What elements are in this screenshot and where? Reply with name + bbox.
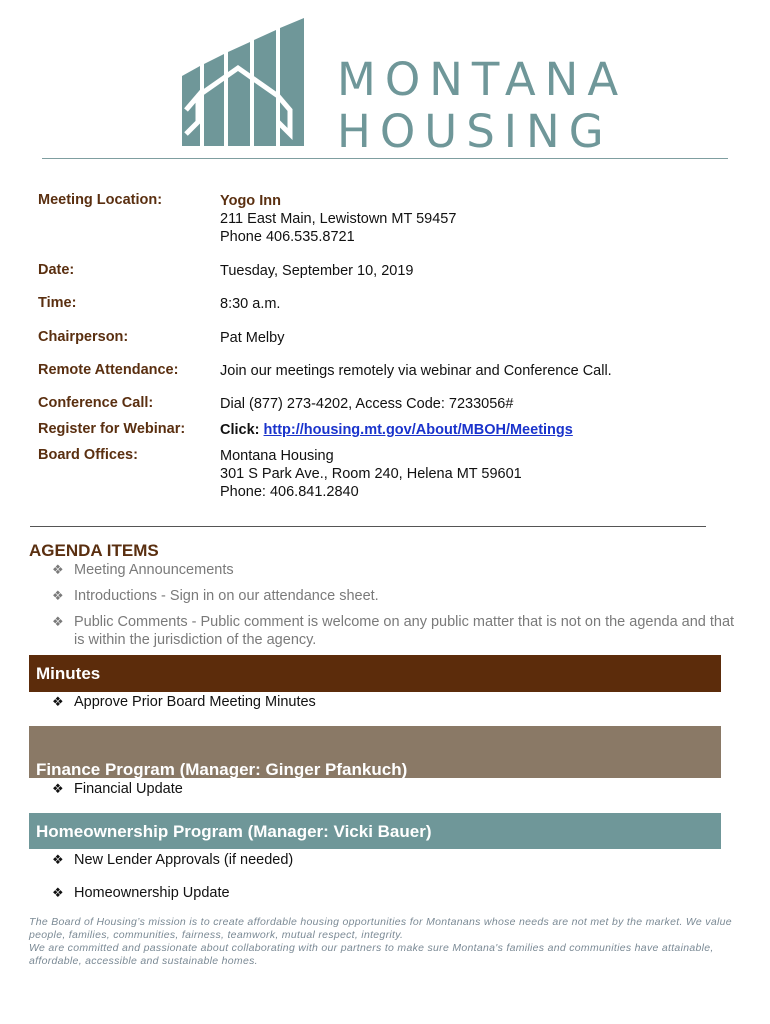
offices-line-1: Montana Housing <box>220 448 334 464</box>
diamond-bullet-icon: ❖ <box>52 588 64 603</box>
section-item-text: Financial Update <box>74 781 183 797</box>
section-title: Homeownership Program (Manager: Vicki Bauer) <box>36 822 432 841</box>
header-divider <box>42 158 728 159</box>
agenda-title: AGENDA ITEMS <box>29 541 159 560</box>
diamond-bullet-icon: ❖ <box>52 562 64 577</box>
date-value: Tuesday, September 10, 2019 <box>220 263 414 279</box>
offices-line-2: 301 S Park Ave., Room 240, Helena MT 59601 <box>220 466 522 482</box>
offices-label: Board Offices: <box>38 447 138 463</box>
agenda-item-text: Public Comments - Public comment is welcome on any public matter that is not on the agenda and that is within the jurisdiction of the agency. <box>74 614 735 648</box>
finance-section-header <box>29 726 721 778</box>
webinar-prefix: Click: <box>220 422 260 438</box>
conference-label: Conference Call: <box>38 395 154 411</box>
minutes-section-header <box>29 655 721 692</box>
agenda-item-text: Meeting Announcements <box>74 562 234 578</box>
location-phone: Phone 406.535.8721 <box>220 229 355 245</box>
time-label: Time: <box>38 295 77 311</box>
diamond-bullet-icon: ❖ <box>52 852 64 867</box>
section-item-text: Homeownership Update <box>74 885 230 901</box>
location-address: 211 East Main, Lewistown MT 59457 <box>220 211 457 227</box>
chair-label: Chairperson: <box>38 329 129 345</box>
diamond-bullet-icon: ❖ <box>52 694 64 709</box>
mission-line-1: The Board of Housing’s mission is to create affordable housing opportunities for Montanans whose needs are not met by the market. We value people, families, communities, fairness, teamwork, mutual respect, integrity. <box>29 916 732 941</box>
brand-wordmark <box>337 54 627 158</box>
section-item-text: Approve Prior Board Meeting Minutes <box>74 694 316 710</box>
location-name: Yogo Inn <box>220 193 281 209</box>
mission-line-2: We are committed and passionate about collaborating with our partners to make sure Montana's families and communities have attainable, affordable, accessible and sustainable homes. <box>29 942 714 967</box>
location-label: Meeting Location: <box>38 192 163 208</box>
mission-statement <box>29 916 749 968</box>
date-label: Date: <box>38 262 75 278</box>
section-title: Minutes <box>36 664 101 683</box>
agenda-item-text: Introductions - Sign in on our attendance sheet. <box>74 588 379 604</box>
diamond-bullet-icon: ❖ <box>52 781 64 796</box>
chair-value: Pat Melby <box>220 330 285 346</box>
time-value: 8:30 a.m. <box>220 296 281 312</box>
webinar-link[interactable]: http://housing.mt.gov/About/MBOH/Meetings <box>263 422 573 438</box>
brand-line-2: HOUSING <box>337 105 613 158</box>
remote-value: Join our meetings remotely via webinar and Conference Call. <box>220 363 612 379</box>
homeownership-section-header <box>29 813 721 849</box>
remote-label: Remote Attendance: <box>38 362 179 378</box>
diamond-bullet-icon: ❖ <box>52 885 64 900</box>
diamond-bullet-icon: ❖ <box>52 614 64 629</box>
info-divider <box>30 526 706 527</box>
webinar-label: Register for Webinar: <box>38 421 186 437</box>
building-logo-icon <box>178 14 338 154</box>
section-item-text: New Lender Approvals (if needed) <box>74 852 294 868</box>
brand-line-1: MONTANA <box>337 53 628 106</box>
offices-line-3: Phone: 406.841.2840 <box>220 484 359 500</box>
conference-value: Dial (877) 273-4202, Access Code: 7233056# <box>220 396 514 412</box>
section-title: Finance Program (Manager: Ginger Pfankuch) <box>36 760 408 779</box>
